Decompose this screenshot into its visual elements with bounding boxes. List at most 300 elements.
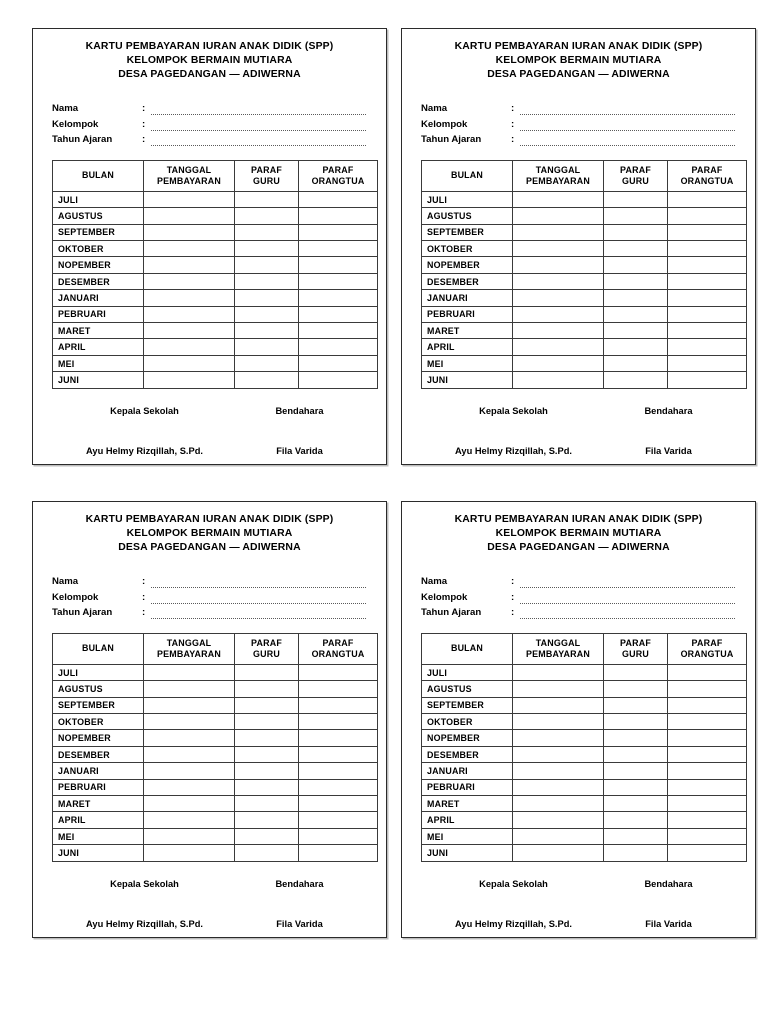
table-header-text: PEMBAYARAN bbox=[526, 649, 590, 660]
field-separator: : bbox=[511, 134, 515, 146]
signature-names-row bbox=[52, 446, 362, 456]
table-row bbox=[422, 730, 747, 746]
entry-cell-paraf-orangtua[interactable] bbox=[299, 273, 378, 289]
card-title-line-1: KARTU PEMBAYARAN IURAN ANAK DIDIK (SPP) bbox=[454, 514, 703, 525]
month-cell: DESEMBER bbox=[53, 746, 144, 762]
entry-cell-paraf-guru[interactable] bbox=[604, 779, 668, 795]
month-cell: MEI bbox=[422, 355, 513, 371]
entry-cell-paraf-orangtua[interactable] bbox=[668, 355, 747, 371]
entry-cell-paraf-guru[interactable] bbox=[235, 306, 299, 322]
table-header-cell bbox=[513, 634, 604, 665]
entry-cell-tanggal-pembayaran[interactable] bbox=[513, 730, 604, 746]
entry-cell-paraf-guru[interactable] bbox=[235, 273, 299, 289]
signature-name-kepala-sekolah: Ayu Helmy Rizqillah, S.Pd. bbox=[86, 445, 203, 456]
entry-cell-paraf-guru[interactable] bbox=[235, 208, 299, 224]
table-row bbox=[422, 681, 747, 697]
table-header-text: TANGGAL bbox=[535, 164, 581, 175]
field-separator: : bbox=[142, 576, 146, 588]
card-title-block bbox=[47, 40, 372, 83]
field-row-kelompok bbox=[52, 115, 372, 131]
entry-cell-paraf-guru[interactable] bbox=[235, 681, 299, 697]
entry-cell-paraf-guru[interactable] bbox=[604, 191, 668, 207]
entry-cell-paraf-orangtua[interactable] bbox=[299, 730, 378, 746]
entry-cell-tanggal-pembayaran[interactable] bbox=[513, 290, 604, 306]
field-label: Nama bbox=[421, 103, 448, 115]
entry-cell-paraf-guru[interactable] bbox=[235, 241, 299, 257]
entry-cell-paraf-orangtua[interactable] bbox=[668, 714, 747, 730]
entry-cell-paraf-orangtua[interactable] bbox=[299, 779, 378, 795]
table-header-cell bbox=[422, 161, 513, 192]
entry-cell-tanggal-pembayaran[interactable] bbox=[513, 763, 604, 779]
entry-cell-tanggal-pembayaran[interactable] bbox=[513, 257, 604, 273]
entry-cell-paraf-orangtua[interactable] bbox=[299, 372, 378, 388]
entry-cell-tanggal-pembayaran[interactable] bbox=[513, 714, 604, 730]
entry-cell-paraf-orangtua[interactable] bbox=[668, 224, 747, 240]
identity-fields bbox=[421, 573, 741, 620]
entry-cell-tanggal-pembayaran[interactable] bbox=[513, 845, 604, 861]
month-cell: MARET bbox=[53, 323, 144, 339]
table-header-text: PEMBAYARAN bbox=[157, 176, 221, 187]
entry-cell-paraf-guru[interactable] bbox=[235, 372, 299, 388]
entry-cell-paraf-orangtua[interactable] bbox=[668, 697, 747, 713]
table-row bbox=[422, 796, 747, 812]
entry-cell-paraf-orangtua[interactable] bbox=[668, 681, 747, 697]
entry-cell-paraf-guru[interactable] bbox=[604, 730, 668, 746]
entry-cell-paraf-guru[interactable] bbox=[235, 845, 299, 861]
month-cell: MARET bbox=[53, 796, 144, 812]
signature-roles-row bbox=[52, 406, 362, 416]
entry-cell-paraf-guru[interactable] bbox=[604, 323, 668, 339]
table-header-text: PARAF bbox=[322, 164, 354, 175]
entry-cell-tanggal-pembayaran[interactable] bbox=[513, 273, 604, 289]
entry-cell-paraf-orangtua[interactable] bbox=[299, 339, 378, 355]
card-title-line-1: KARTU PEMBAYARAN IURAN ANAK DIDIK (SPP) bbox=[85, 514, 334, 525]
entry-cell-tanggal-pembayaran[interactable] bbox=[513, 339, 604, 355]
month-cell: SEPTEMBER bbox=[422, 224, 513, 240]
table-header-row bbox=[53, 161, 378, 192]
entry-cell-paraf-guru[interactable] bbox=[604, 208, 668, 224]
entry-cell-paraf-guru[interactable] bbox=[604, 697, 668, 713]
table-row bbox=[53, 224, 378, 240]
table-row bbox=[422, 812, 747, 828]
payment-table-body bbox=[53, 664, 378, 861]
table-row bbox=[422, 746, 747, 762]
table-row bbox=[422, 273, 747, 289]
entry-cell-paraf-orangtua[interactable] bbox=[299, 257, 378, 273]
month-cell: NOPEMBER bbox=[53, 730, 144, 746]
entry-cell-paraf-guru[interactable] bbox=[235, 257, 299, 273]
field-label: Tahun Ajaran bbox=[421, 134, 482, 146]
field-label: Kelompok bbox=[421, 591, 468, 603]
table-row bbox=[53, 714, 378, 730]
field-separator: : bbox=[142, 118, 146, 130]
field-fill-line[interactable] bbox=[151, 134, 366, 146]
entry-cell-paraf-guru[interactable] bbox=[604, 355, 668, 371]
payment-table-body bbox=[53, 191, 378, 388]
table-row bbox=[53, 763, 378, 779]
field-fill-line[interactable] bbox=[520, 119, 735, 131]
table-header-cell bbox=[144, 634, 235, 665]
field-label: Nama bbox=[421, 576, 448, 588]
entry-cell-paraf-orangtua[interactable] bbox=[668, 323, 747, 339]
entry-cell-paraf-guru[interactable] bbox=[604, 746, 668, 762]
entry-cell-paraf-orangtua[interactable] bbox=[668, 273, 747, 289]
entry-cell-paraf-guru[interactable] bbox=[235, 779, 299, 795]
entry-cell-paraf-orangtua[interactable] bbox=[299, 845, 378, 861]
entry-cell-tanggal-pembayaran[interactable] bbox=[144, 208, 235, 224]
entry-cell-tanggal-pembayaran[interactable] bbox=[513, 208, 604, 224]
month-cell: MEI bbox=[53, 355, 144, 371]
entry-cell-paraf-orangtua[interactable] bbox=[299, 191, 378, 207]
field-fill-line[interactable] bbox=[151, 576, 366, 588]
entry-cell-paraf-orangtua[interactable] bbox=[299, 746, 378, 762]
month-cell: APRIL bbox=[422, 812, 513, 828]
entry-cell-paraf-guru[interactable] bbox=[235, 339, 299, 355]
entry-cell-paraf-guru[interactable] bbox=[604, 828, 668, 844]
month-cell: JULI bbox=[422, 191, 513, 207]
month-cell: JUNI bbox=[422, 845, 513, 861]
entry-cell-paraf-guru[interactable] bbox=[235, 812, 299, 828]
field-fill-line[interactable] bbox=[520, 592, 735, 604]
table-header-text: PARAF bbox=[620, 164, 651, 175]
field-row-nama bbox=[421, 573, 741, 589]
entry-cell-paraf-orangtua[interactable] bbox=[299, 290, 378, 306]
entry-cell-tanggal-pembayaran[interactable] bbox=[144, 273, 235, 289]
month-cell: PEBRUARI bbox=[53, 306, 144, 322]
entry-cell-tanggal-pembayaran[interactable] bbox=[144, 241, 235, 257]
entry-cell-tanggal-pembayaran[interactable] bbox=[144, 257, 235, 273]
entry-cell-tanggal-pembayaran[interactable] bbox=[513, 323, 604, 339]
card-title-line-2: KELOMPOK BERMAIN MUTIARA bbox=[126, 528, 293, 540]
entry-cell-paraf-orangtua[interactable] bbox=[668, 191, 747, 207]
month-cell: JANUARI bbox=[53, 290, 144, 306]
entry-cell-paraf-orangtua[interactable] bbox=[668, 730, 747, 746]
field-row-nama bbox=[52, 100, 372, 116]
month-cell: PEBRUARI bbox=[422, 779, 513, 795]
table-header-text: ORANGTUA bbox=[311, 176, 365, 187]
entry-cell-paraf-guru[interactable] bbox=[235, 664, 299, 680]
table-header-text: PEMBAYARAN bbox=[157, 649, 221, 660]
payment-table-head bbox=[53, 161, 378, 192]
entry-cell-paraf-guru[interactable] bbox=[604, 845, 668, 861]
table-row bbox=[53, 664, 378, 680]
month-cell: MARET bbox=[422, 796, 513, 812]
field-separator: : bbox=[511, 591, 515, 603]
entry-cell-paraf-orangtua[interactable] bbox=[668, 372, 747, 388]
signature-block bbox=[52, 406, 362, 464]
field-fill-line[interactable] bbox=[520, 134, 735, 146]
table-row bbox=[53, 746, 378, 762]
entry-cell-tanggal-pembayaran[interactable] bbox=[144, 730, 235, 746]
signature-name-kepala-sekolah: Ayu Helmy Rizqillah, S.Pd. bbox=[455, 445, 572, 456]
signature-name-kepala-sekolah: Ayu Helmy Rizqillah, S.Pd. bbox=[455, 918, 572, 929]
spp-card bbox=[401, 501, 756, 938]
table-row bbox=[53, 323, 378, 339]
payment-table-wrapper bbox=[52, 633, 365, 862]
entry-cell-paraf-guru[interactable] bbox=[235, 730, 299, 746]
entry-cell-paraf-orangtua[interactable] bbox=[668, 779, 747, 795]
month-cell: OKTOBER bbox=[422, 714, 513, 730]
entry-cell-paraf-orangtua[interactable] bbox=[668, 306, 747, 322]
entry-cell-paraf-orangtua[interactable] bbox=[299, 323, 378, 339]
signature-block bbox=[52, 879, 362, 937]
field-fill-line[interactable] bbox=[520, 103, 735, 115]
entry-cell-paraf-orangtua[interactable] bbox=[668, 241, 747, 257]
entry-cell-paraf-guru[interactable] bbox=[235, 191, 299, 207]
field-fill-line[interactable] bbox=[151, 119, 366, 131]
entry-cell-tanggal-pembayaran[interactable] bbox=[513, 697, 604, 713]
table-row bbox=[53, 241, 378, 257]
entry-cell-paraf-orangtua[interactable] bbox=[668, 746, 747, 762]
field-row-nama bbox=[52, 573, 372, 589]
entry-cell-tanggal-pembayaran[interactable] bbox=[513, 372, 604, 388]
field-fill-line[interactable] bbox=[520, 576, 735, 588]
entry-cell-tanggal-pembayaran[interactable] bbox=[144, 845, 235, 861]
entry-cell-paraf-guru[interactable] bbox=[604, 714, 668, 730]
entry-cell-tanggal-pembayaran[interactable] bbox=[144, 746, 235, 762]
entry-cell-paraf-orangtua[interactable] bbox=[299, 828, 378, 844]
table-header-text: ORANGTUA bbox=[680, 649, 734, 660]
entry-cell-tanggal-pembayaran[interactable] bbox=[513, 241, 604, 257]
entry-cell-paraf-guru[interactable] bbox=[235, 796, 299, 812]
month-cell: NOPEMBER bbox=[422, 257, 513, 273]
month-cell: APRIL bbox=[53, 812, 144, 828]
table-header-text: GURU bbox=[253, 649, 280, 660]
table-row bbox=[53, 779, 378, 795]
entry-cell-paraf-orangtua[interactable] bbox=[299, 224, 378, 240]
entry-cell-tanggal-pembayaran[interactable] bbox=[144, 779, 235, 795]
table-header-cell bbox=[53, 634, 144, 665]
entry-cell-paraf-orangtua[interactable] bbox=[668, 796, 747, 812]
month-cell: AGUSTUS bbox=[53, 681, 144, 697]
entry-cell-paraf-orangtua[interactable] bbox=[668, 812, 747, 828]
entry-cell-paraf-orangtua[interactable] bbox=[299, 355, 378, 371]
table-header-cell bbox=[235, 161, 299, 192]
entry-cell-paraf-guru[interactable] bbox=[235, 290, 299, 306]
card-title-line-3: DESA PAGEDANGAN — ADIWERNA bbox=[118, 542, 301, 554]
entry-cell-paraf-guru[interactable] bbox=[604, 290, 668, 306]
month-cell: DESEMBER bbox=[422, 746, 513, 762]
entry-cell-tanggal-pembayaran[interactable] bbox=[513, 779, 604, 795]
entry-cell-paraf-guru[interactable] bbox=[604, 763, 668, 779]
table-row bbox=[53, 697, 378, 713]
entry-cell-paraf-orangtua[interactable] bbox=[668, 664, 747, 680]
entry-cell-paraf-orangtua[interactable] bbox=[299, 763, 378, 779]
month-cell: JUNI bbox=[53, 845, 144, 861]
entry-cell-tanggal-pembayaran[interactable] bbox=[144, 191, 235, 207]
entry-cell-paraf-orangtua[interactable] bbox=[299, 681, 378, 697]
month-cell: SEPTEMBER bbox=[53, 697, 144, 713]
entry-cell-paraf-orangtua[interactable] bbox=[668, 845, 747, 861]
card-title-block bbox=[47, 513, 372, 556]
entry-cell-paraf-guru[interactable] bbox=[604, 796, 668, 812]
entry-cell-paraf-orangtua[interactable] bbox=[668, 257, 747, 273]
entry-cell-paraf-guru[interactable] bbox=[604, 306, 668, 322]
signature-role-kepala-sekolah: Kepala Sekolah bbox=[479, 878, 548, 889]
entry-cell-tanggal-pembayaran[interactable] bbox=[144, 812, 235, 828]
spp-card bbox=[401, 28, 756, 465]
table-header-text: BULAN bbox=[450, 170, 484, 181]
entry-cell-paraf-orangtua[interactable] bbox=[668, 208, 747, 224]
entry-cell-tanggal-pembayaran[interactable] bbox=[513, 355, 604, 371]
entry-cell-tanggal-pembayaran[interactable] bbox=[144, 796, 235, 812]
entry-cell-tanggal-pembayaran[interactable] bbox=[513, 828, 604, 844]
month-cell: JULI bbox=[53, 664, 144, 680]
table-row bbox=[422, 257, 747, 273]
table-row bbox=[53, 290, 378, 306]
table-row bbox=[422, 664, 747, 680]
entry-cell-tanggal-pembayaran[interactable] bbox=[144, 355, 235, 371]
table-header-cell bbox=[668, 161, 747, 192]
entry-cell-paraf-orangtua[interactable] bbox=[299, 208, 378, 224]
table-row bbox=[422, 323, 747, 339]
entry-cell-tanggal-pembayaran[interactable] bbox=[144, 323, 235, 339]
signature-role-bendahara: Bendahara bbox=[644, 878, 693, 889]
entry-cell-paraf-orangtua[interactable] bbox=[668, 339, 747, 355]
entry-cell-paraf-guru[interactable] bbox=[604, 339, 668, 355]
entry-cell-tanggal-pembayaran[interactable] bbox=[144, 339, 235, 355]
entry-cell-tanggal-pembayaran[interactable] bbox=[513, 224, 604, 240]
signature-name-bendahara: Fila Varida bbox=[276, 918, 323, 929]
entry-cell-paraf-guru[interactable] bbox=[604, 664, 668, 680]
table-row bbox=[422, 779, 747, 795]
entry-cell-paraf-guru[interactable] bbox=[235, 323, 299, 339]
entry-cell-tanggal-pembayaran[interactable] bbox=[144, 828, 235, 844]
field-separator: : bbox=[142, 607, 146, 619]
entry-cell-paraf-guru[interactable] bbox=[235, 828, 299, 844]
field-label: Tahun Ajaran bbox=[421, 607, 482, 619]
entry-cell-paraf-guru[interactable] bbox=[235, 697, 299, 713]
field-fill-line[interactable] bbox=[151, 103, 366, 115]
table-row bbox=[422, 828, 747, 844]
signature-role-bendahara: Bendahara bbox=[644, 405, 693, 416]
month-cell: OKTOBER bbox=[422, 241, 513, 257]
table-header-row bbox=[422, 161, 747, 192]
entry-cell-paraf-guru[interactable] bbox=[604, 224, 668, 240]
month-cell: AGUSTUS bbox=[422, 681, 513, 697]
table-header-text: ORANGTUA bbox=[311, 649, 365, 660]
table-header-cell bbox=[668, 634, 747, 665]
table-header-text: PARAF bbox=[620, 637, 651, 648]
month-cell: PEBRUARI bbox=[53, 779, 144, 795]
entry-cell-tanggal-pembayaran[interactable] bbox=[144, 224, 235, 240]
entry-cell-tanggal-pembayaran[interactable] bbox=[513, 681, 604, 697]
entry-cell-paraf-orangtua[interactable] bbox=[299, 812, 378, 828]
table-row bbox=[422, 763, 747, 779]
field-fill-line[interactable] bbox=[151, 607, 366, 619]
spp-card bbox=[32, 501, 387, 938]
month-cell: MEI bbox=[422, 828, 513, 844]
entry-cell-tanggal-pembayaran[interactable] bbox=[513, 191, 604, 207]
field-row-nama bbox=[421, 100, 741, 116]
spp-card-grid bbox=[32, 28, 736, 938]
entry-cell-paraf-guru[interactable] bbox=[604, 812, 668, 828]
table-row bbox=[53, 257, 378, 273]
entry-cell-tanggal-pembayaran[interactable] bbox=[144, 697, 235, 713]
table-row bbox=[53, 355, 378, 371]
table-header-cell bbox=[235, 634, 299, 665]
entry-cell-paraf-guru[interactable] bbox=[235, 355, 299, 371]
entry-cell-tanggal-pembayaran[interactable] bbox=[144, 372, 235, 388]
entry-cell-tanggal-pembayaran[interactable] bbox=[513, 812, 604, 828]
card-title-line-2: KELOMPOK BERMAIN MUTIARA bbox=[495, 528, 662, 540]
entry-cell-tanggal-pembayaran[interactable] bbox=[513, 306, 604, 322]
table-row bbox=[53, 812, 378, 828]
field-row-kelompok bbox=[52, 588, 372, 604]
table-row bbox=[422, 290, 747, 306]
field-separator: : bbox=[142, 134, 146, 146]
field-fill-line[interactable] bbox=[151, 592, 366, 604]
entry-cell-tanggal-pembayaran[interactable] bbox=[144, 664, 235, 680]
entry-cell-paraf-guru[interactable] bbox=[604, 257, 668, 273]
table-row bbox=[422, 306, 747, 322]
table-row bbox=[422, 714, 747, 730]
entry-cell-paraf-guru[interactable] bbox=[604, 241, 668, 257]
signature-block bbox=[421, 406, 731, 464]
month-cell: NOPEMBER bbox=[422, 730, 513, 746]
entry-cell-tanggal-pembayaran[interactable] bbox=[144, 306, 235, 322]
field-row-tahun-ajaran bbox=[52, 604, 372, 620]
table-header-text: GURU bbox=[253, 176, 280, 187]
entry-cell-paraf-orangtua[interactable] bbox=[668, 763, 747, 779]
entry-cell-tanggal-pembayaran[interactable] bbox=[513, 664, 604, 680]
table-row bbox=[53, 681, 378, 697]
field-separator: : bbox=[511, 607, 515, 619]
month-cell: APRIL bbox=[53, 339, 144, 355]
field-fill-line[interactable] bbox=[520, 607, 735, 619]
entry-cell-paraf-guru[interactable] bbox=[235, 746, 299, 762]
payment-table-wrapper bbox=[52, 160, 365, 389]
entry-cell-tanggal-pembayaran[interactable] bbox=[513, 746, 604, 762]
entry-cell-paraf-orangtua[interactable] bbox=[299, 306, 378, 322]
field-separator: : bbox=[511, 576, 515, 588]
entry-cell-paraf-guru[interactable] bbox=[604, 372, 668, 388]
entry-cell-paraf-orangtua[interactable] bbox=[299, 697, 378, 713]
card-title-line-1: KARTU PEMBAYARAN IURAN ANAK DIDIK (SPP) bbox=[85, 41, 334, 52]
table-row bbox=[422, 697, 747, 713]
entry-cell-paraf-guru[interactable] bbox=[235, 714, 299, 730]
entry-cell-tanggal-pembayaran[interactable] bbox=[144, 763, 235, 779]
entry-cell-paraf-guru[interactable] bbox=[235, 763, 299, 779]
entry-cell-tanggal-pembayaran[interactable] bbox=[144, 290, 235, 306]
payment-table bbox=[421, 160, 747, 389]
card-title-block bbox=[416, 513, 741, 556]
entry-cell-paraf-orangtua[interactable] bbox=[299, 714, 378, 730]
entry-cell-tanggal-pembayaran[interactable] bbox=[144, 714, 235, 730]
entry-cell-tanggal-pembayaran[interactable] bbox=[144, 681, 235, 697]
table-row bbox=[422, 372, 747, 388]
signature-roles-row bbox=[421, 406, 731, 416]
entry-cell-paraf-orangtua[interactable] bbox=[668, 290, 747, 306]
entry-cell-paraf-orangtua[interactable] bbox=[299, 241, 378, 257]
entry-cell-paraf-guru[interactable] bbox=[604, 273, 668, 289]
table-header-text: PARAF bbox=[691, 637, 723, 648]
payment-table-body bbox=[422, 191, 747, 388]
entry-cell-paraf-orangtua[interactable] bbox=[299, 796, 378, 812]
table-row bbox=[53, 339, 378, 355]
entry-cell-paraf-guru[interactable] bbox=[604, 681, 668, 697]
payment-table bbox=[52, 633, 378, 862]
table-header-text: BULAN bbox=[81, 170, 115, 181]
table-row bbox=[53, 845, 378, 861]
entry-cell-paraf-orangtua[interactable] bbox=[299, 664, 378, 680]
table-header-text: PARAF bbox=[251, 637, 282, 648]
entry-cell-tanggal-pembayaran[interactable] bbox=[513, 796, 604, 812]
field-label: Tahun Ajaran bbox=[52, 607, 113, 619]
month-cell: JULI bbox=[422, 664, 513, 680]
entry-cell-paraf-orangtua[interactable] bbox=[668, 828, 747, 844]
entry-cell-paraf-guru[interactable] bbox=[235, 224, 299, 240]
